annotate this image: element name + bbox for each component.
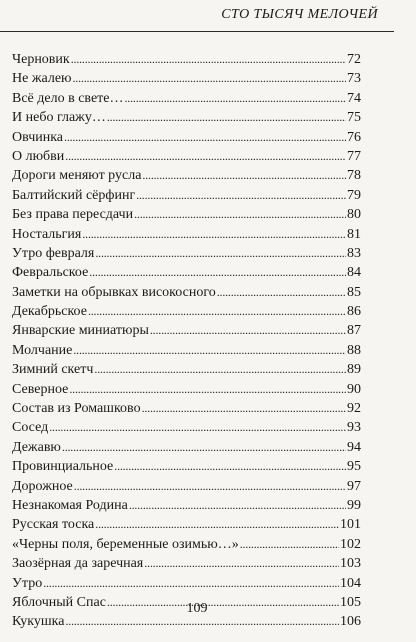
toc-entry (12, 496, 361, 515)
dot-leader (69, 380, 346, 399)
page-number: 109 (186, 601, 208, 616)
dot-leader (150, 321, 346, 340)
dot-leader (62, 438, 346, 457)
dot-leader (217, 283, 346, 302)
dot-leader (82, 225, 346, 244)
toc-entry-title: Северное (12, 381, 69, 397)
dot-leader (136, 186, 346, 205)
toc-entry-page: 106 (340, 614, 361, 630)
toc-entry (12, 69, 361, 88)
toc-entry (12, 457, 361, 476)
header-rule (0, 31, 394, 32)
toc-entry (12, 50, 361, 69)
toc-entry (12, 535, 361, 554)
toc-entry-title: Январские миниатюры (12, 323, 149, 339)
toc-entry-title: Не жалею (12, 71, 72, 87)
toc-entry-title: Без права пересдачи (12, 207, 134, 223)
toc-entry (12, 89, 361, 108)
toc-entry-title: Незнакомая Родина (12, 497, 128, 513)
toc-entry-page: 80 (347, 207, 361, 223)
toc-entry-title: Февральское (12, 265, 89, 281)
toc-entry-page: 74 (347, 90, 361, 106)
toc-entry-title: Зимний скетч (12, 362, 94, 378)
dot-leader (65, 147, 346, 166)
toc-entry-page: 103 (340, 556, 361, 572)
toc-entry (12, 477, 361, 496)
toc-entry-page: 79 (347, 187, 361, 203)
toc-entry-title: Состав из Ромашково (12, 401, 141, 417)
toc-entry-page: 88 (347, 342, 361, 358)
toc-entry (12, 128, 361, 147)
toc-entry-title: Кукушка (12, 614, 65, 630)
toc-entry (12, 205, 361, 224)
toc-entry-page: 72 (347, 52, 361, 67)
toc-entry-page: 81 (347, 226, 361, 242)
dot-leader (43, 574, 339, 593)
toc-entry-page: 77 (347, 148, 361, 164)
dot-leader (94, 360, 346, 379)
toc-entry (12, 380, 361, 399)
toc-entry (12, 438, 361, 457)
toc-entry-page: 75 (347, 110, 361, 126)
toc-entry-title: Сосед (12, 420, 49, 436)
dot-leader (240, 535, 339, 554)
dot-leader (107, 108, 346, 127)
toc-entry-page: 101 (340, 517, 361, 533)
toc-entry-page: 89 (347, 362, 361, 378)
running-header: СТО ТЫСЯЧ МЕЛОЧЕЙ (221, 7, 378, 22)
toc-entry-title: Заозёрная да заречная (12, 556, 144, 572)
toc-entry-page: 84 (347, 265, 361, 281)
toc-entry (12, 108, 361, 127)
toc-entry (12, 341, 361, 360)
toc-entry-title: Дежавю (12, 439, 61, 455)
dot-leader (142, 399, 346, 418)
toc-entry (12, 263, 361, 282)
toc-entry-title: Всё дело в свете… (12, 90, 124, 106)
table-of-contents (12, 50, 361, 632)
toc-entry (12, 321, 361, 340)
toc-entry-title: Ностальгия (12, 226, 82, 242)
toc-entry-title: Яблочный Спас (12, 594, 106, 610)
toc-entry-page: 105 (340, 594, 361, 610)
toc-entry (12, 302, 361, 321)
toc-entry-title: Утро февраля (12, 245, 95, 261)
toc-entry-page: 86 (347, 304, 361, 320)
toc-entry (12, 399, 361, 418)
toc-entry (12, 186, 361, 205)
toc-entry (12, 554, 361, 573)
toc-entry-page: 92 (347, 401, 361, 417)
dot-leader (125, 89, 347, 108)
toc-entry (12, 574, 361, 593)
toc-entry-title: Русская тоска (12, 517, 95, 533)
toc-entry-page: 104 (340, 575, 361, 591)
toc-entry-page: 95 (347, 459, 361, 475)
toc-entry-title: Декабрьское (12, 304, 87, 320)
toc-entry (12, 360, 361, 379)
dot-leader (71, 50, 346, 69)
toc-entry-page: 90 (347, 381, 361, 397)
dot-leader (49, 418, 346, 437)
toc-entry (12, 166, 361, 185)
dot-leader (142, 166, 346, 185)
dot-leader (64, 128, 346, 147)
dot-leader (73, 341, 346, 360)
toc-entry (12, 515, 361, 534)
toc-entry-title: Балтийский сёрфинг (12, 187, 136, 203)
dot-leader (134, 205, 346, 224)
dot-leader (114, 457, 346, 476)
toc-entry-title: О любви (12, 148, 65, 164)
toc-entry-page: 93 (347, 420, 361, 436)
dot-leader (73, 69, 347, 88)
toc-entry-title: Провинциальное (12, 459, 114, 475)
toc-entry-page: 83 (347, 245, 361, 261)
toc-entry (12, 225, 361, 244)
toc-entry-page: 85 (347, 284, 361, 300)
toc-entry-title: Овчинка (12, 129, 64, 145)
toc-entry (12, 147, 361, 166)
toc-entry-page: 97 (347, 478, 361, 494)
dot-leader (89, 263, 346, 282)
toc-entry-page: 94 (347, 439, 361, 455)
dot-leader (88, 302, 346, 321)
dot-leader (144, 554, 339, 573)
toc-entry-title: Утро (12, 575, 43, 591)
dot-leader (95, 515, 339, 534)
toc-entry (12, 418, 361, 437)
toc-entry-page: 99 (347, 497, 361, 513)
toc-entry-title: Дороги меняют русла (12, 168, 142, 184)
dot-leader (74, 477, 346, 496)
toc-entry-page: 87 (347, 323, 361, 339)
toc-entry-title: Дорожное (12, 478, 73, 494)
toc-entry-title: Черновик (12, 52, 70, 67)
toc-entry-title: И небо глажу… (12, 110, 106, 126)
toc-entry-title: Заметки на обрывках високосного (12, 284, 216, 300)
toc-entry (12, 283, 361, 302)
toc-entry-title: «Черны поля, беременные озимью…» (12, 536, 239, 552)
toc-entry-page: 73 (347, 71, 361, 87)
dot-leader (95, 244, 346, 263)
toc-entry (12, 244, 361, 263)
toc-entry-title: Молчание (12, 342, 73, 358)
dot-leader (129, 496, 346, 515)
toc-entry-page: 76 (347, 129, 361, 145)
toc-entry-page: 78 (347, 168, 361, 184)
toc-entry-page: 102 (340, 536, 361, 552)
